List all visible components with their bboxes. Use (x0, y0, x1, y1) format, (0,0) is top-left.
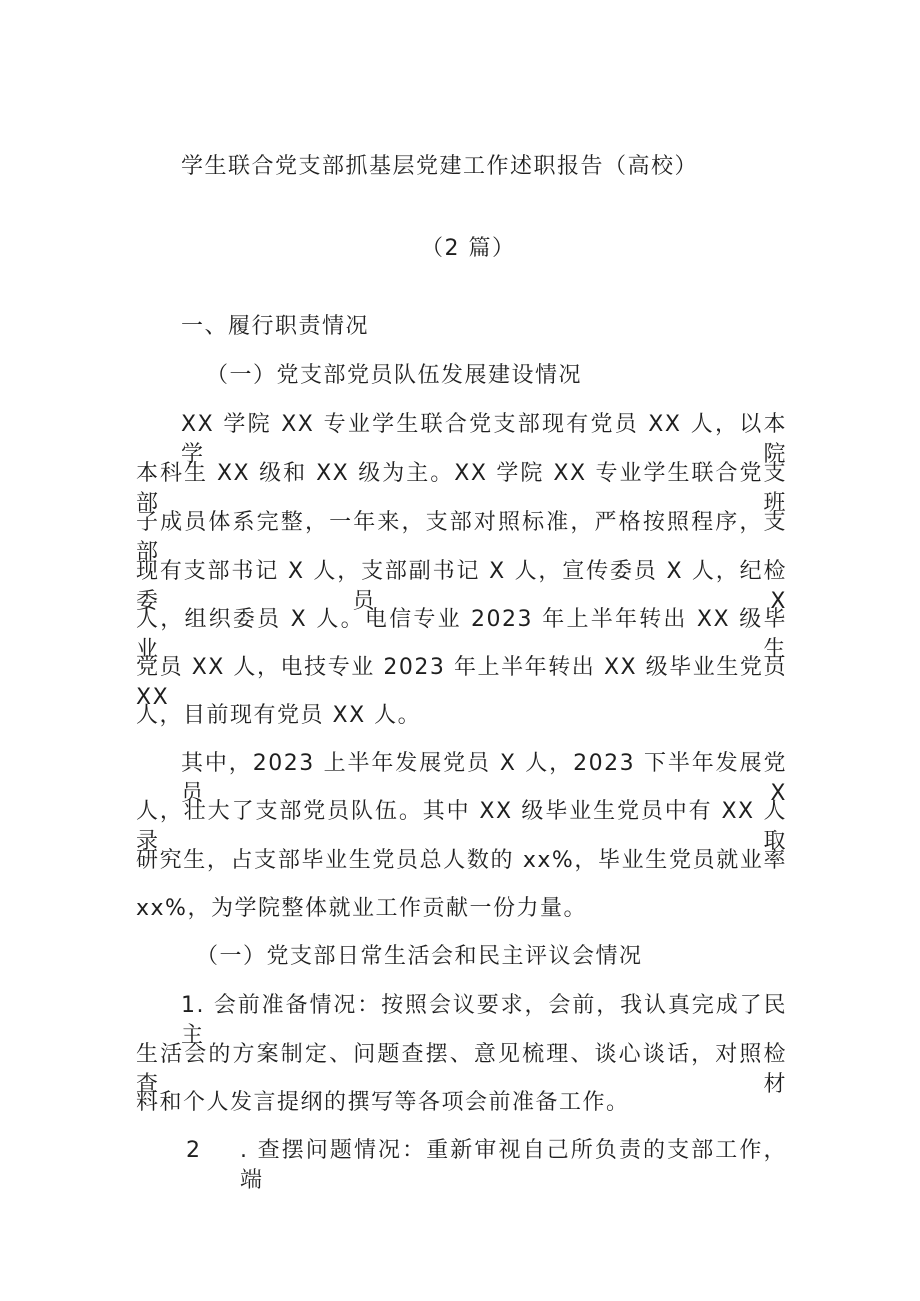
subsection-heading: （一）党支部日常生活会和民主评议会情况 (196, 944, 643, 969)
paragraph-line: xx%，为学院整体就业工作贡献一份力量。 (136, 896, 587, 921)
paragraph-line: . 查摆问题情况：重新审视自己所负责的支部工作，端 (240, 1138, 787, 1193)
paragraph-line: 本科生 XX 级和 XX 级为主。XX 学院 XX 专业学生联合党支部班 (136, 461, 787, 516)
paragraph-line: 人，壮大了支部党员队伍。其中 XX 级毕业生党员中有 XX 人录取 (136, 799, 787, 854)
paragraph-line: 1. 会前准备情况：按照会议要求，会前，我认真完成了民主 (181, 993, 787, 1048)
paragraph-line: 其中，2023 上半年发展党员 X 人，2023 下半年发展党员 X (181, 751, 787, 806)
paragraph-line: 人，组织委员 X 人。电信专业 2023 年上半年转出 XX 级毕业生 (136, 607, 787, 662)
paragraph-line: 料和个人发言提纲的撰写等各项会前准备工作。 (136, 1090, 630, 1115)
document-subtitle: （2 篇） (421, 236, 516, 261)
paragraph-line: 生活会的方案制定、问题查摆、意见梳理、谈心谈话，对照检查材 (136, 1042, 787, 1097)
document-title: 学生联合党支部抓基层党建工作述职报告（高校） (181, 154, 699, 179)
paragraph-line: XX 学院 XX 专业学生联合党支部现有党员 XX 人，以本学院 (181, 412, 787, 467)
paragraph-line: 现有支部书记 X 人，支部副书记 X 人，宣传委员 X 人，纪检委员 X (136, 559, 787, 614)
paragraph-line: 人，目前现有党员 XX 人。 (136, 703, 422, 728)
paragraph-line: 子成员体系完整，一年来，支部对照标准，严格按照程序，支部 (136, 510, 787, 565)
subsection-heading: （一）党支部党员队伍发展建设情况 (206, 363, 583, 388)
list-number: 2 (186, 1138, 202, 1163)
paragraph-line: 党员 XX 人，电技专业 2023 年上半年转出 XX 级毕业生党员 XX (136, 655, 787, 710)
section-heading: 一、履行职责情况 (181, 314, 370, 339)
paragraph-line: 研究生，占支部毕业生党员总人数的 xx%，毕业生党员就业率 (136, 848, 787, 873)
